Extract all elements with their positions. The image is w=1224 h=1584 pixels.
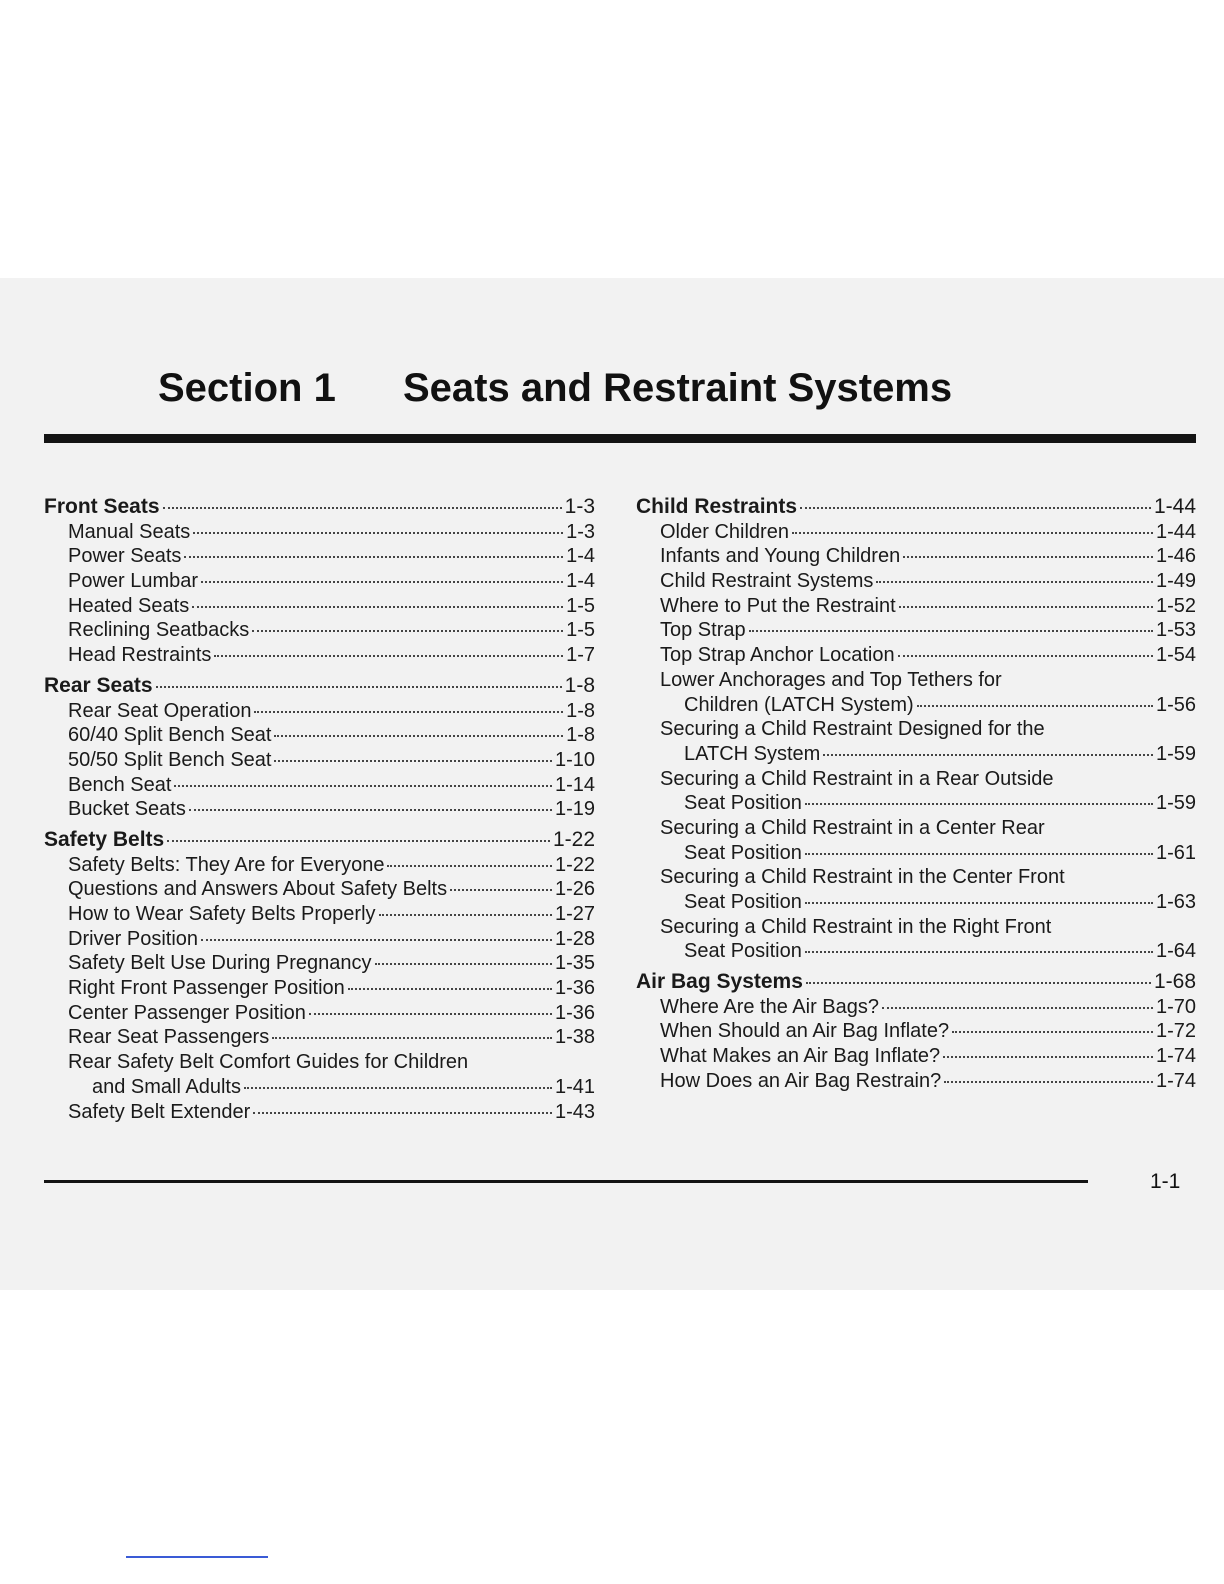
toc-entry-securing-right-front[interactable] (636, 939, 1196, 964)
toc-label: Older Children (660, 520, 789, 543)
toc-page: 1-10 (554, 748, 595, 771)
toc-heading-safety-belts[interactable] (44, 828, 595, 853)
dot-leader (274, 760, 551, 762)
dot-leader (917, 705, 1153, 707)
dot-leader (174, 785, 552, 787)
dot-leader (898, 655, 1153, 657)
toc-entry-infants-young-children[interactable] (636, 544, 1196, 569)
toc-entry-child-restraint-systems[interactable] (636, 569, 1196, 594)
toc-label: Heated Seats (68, 594, 190, 617)
dot-leader (944, 1081, 1153, 1083)
toc-label: Seat Position (684, 792, 802, 815)
toc-label: Top Strap Anchor Location (660, 644, 895, 667)
toc-label: Reclining Seatbacks (68, 619, 250, 642)
toc-entry-rear-seat-passengers[interactable] (44, 1025, 595, 1050)
toc-page: 1-41 (554, 1075, 595, 1098)
dot-leader (805, 951, 1153, 953)
toc-page: 1-22 (554, 853, 595, 876)
dot-leader (274, 735, 563, 737)
toc-label: Power Lumbar (68, 570, 199, 593)
toc-heading-front-seats[interactable] (44, 495, 595, 520)
dot-leader (387, 865, 552, 867)
dot-leader (375, 963, 552, 965)
toc-label: Safety Belt Use During Pregnancy (68, 952, 372, 975)
toc-label: and Small Adults (92, 1075, 241, 1098)
toc-entry-securing-latch[interactable] (636, 742, 1196, 767)
dot-leader (876, 581, 1153, 583)
toc-page: 1-19 (554, 798, 595, 821)
toc-label: Infants and Young Children (660, 545, 901, 568)
toc-label: Rear Seat Operation (68, 699, 252, 722)
dot-leader (189, 809, 552, 811)
toc-entry-pregnancy[interactable] (44, 951, 595, 976)
dot-leader (167, 840, 550, 842)
toc-page: 1-70 (1155, 995, 1196, 1018)
toc-label: Front Seats (44, 495, 160, 518)
toc-page: 1-4 (566, 545, 595, 568)
toc-label: Manual Seats (68, 520, 191, 543)
dot-leader (201, 939, 552, 941)
toc-entry-60-40-split-bench-seat[interactable] (44, 723, 595, 748)
toc-page: 1-68 (1153, 970, 1196, 994)
dot-leader (214, 655, 563, 657)
toc-heading-rear-seats[interactable] (44, 674, 595, 699)
toc-entry-50-50-split-bench-seat[interactable] (44, 748, 595, 773)
toc-heading-air-bag-systems[interactable] (636, 970, 1196, 995)
toc-entry-what-makes-inflate[interactable] (636, 1044, 1196, 1069)
toc-entry-heated-seats[interactable] (44, 594, 595, 619)
toc-page: 1-61 (1155, 841, 1196, 864)
section-title: Seats and Restraint Systems (403, 366, 953, 410)
toc-page: 1-22 (552, 827, 595, 851)
toc-entry-how-to-wear[interactable] (44, 902, 595, 927)
toc-page: 1-14 (554, 773, 595, 796)
dot-leader (163, 507, 562, 509)
toc-entry-where-air-bags[interactable] (636, 995, 1196, 1020)
dot-leader (800, 507, 1151, 509)
toc-label: 50/50 Split Bench Seat (68, 748, 272, 771)
toc-label: Children (LATCH System) (684, 693, 914, 716)
toc-label: Where Are the Air Bags? (660, 995, 880, 1018)
dot-leader (348, 988, 552, 990)
toc-page: 1-49 (1155, 570, 1196, 593)
dot-leader (272, 1037, 552, 1039)
dot-leader (899, 606, 1153, 608)
toc-page: 1-38 (554, 1026, 595, 1049)
toc-label: Rear Seat Passengers (68, 1026, 270, 1049)
toc-label: LATCH System (684, 742, 821, 765)
toc-entry-belts-for-everyone[interactable] (44, 853, 595, 878)
toc-entry-securing-center-front-line1[interactable]: Securing a Child Restraint in the Center Front (660, 866, 1065, 889)
dot-leader (806, 982, 1151, 984)
toc-label: Seat Position (684, 940, 802, 963)
dot-leader (823, 754, 1153, 756)
toc-label: Seat Position (684, 841, 802, 864)
toc-page: 1-44 (1155, 520, 1196, 543)
section-label: Section 1 (158, 366, 336, 410)
toc-label: What Makes an Air Bag Inflate? (660, 1045, 941, 1068)
toc-page: 1-46 (1155, 545, 1196, 568)
toc-page: 1-36 (554, 977, 595, 1000)
toc-label: How to Wear Safety Belts Properly (68, 903, 376, 925)
page-number: 1-1 (1150, 1170, 1181, 1193)
toc-page: 1-59 (1155, 792, 1196, 815)
toc-left-column (44, 495, 595, 1124)
toc-page: 1-7 (566, 644, 595, 667)
toc-label: Where to Put the Restraint (660, 594, 896, 617)
dot-leader (253, 1112, 552, 1114)
toc-page: 1-8 (566, 699, 595, 722)
dot-leader (943, 1056, 1153, 1058)
toc-entry-comfort-guides-line1[interactable]: Rear Safety Belt Comfort Guides for Children (68, 1051, 469, 1074)
toc-entry-securing-rear-outside[interactable] (636, 791, 1196, 816)
toc-page: 1-59 (1155, 742, 1196, 765)
toc-entry-right-front-passenger[interactable] (44, 976, 595, 1001)
toc-entry-belt-extender[interactable] (44, 1100, 595, 1125)
footer-rule (44, 1180, 1088, 1183)
dot-leader (379, 914, 552, 916)
toc-page: 1-63 (1155, 891, 1196, 913)
dot-leader (184, 556, 563, 558)
toc-label: Bench Seat (68, 773, 172, 796)
toc-page: 1-64 (1155, 940, 1196, 963)
dot-leader (244, 1087, 552, 1089)
toc-entry-when-inflate[interactable] (636, 1019, 1196, 1044)
title-rule (44, 434, 1196, 443)
dot-leader (252, 630, 563, 632)
toc-label: 60/40 Split Bench Seat (68, 724, 272, 747)
toc-label: Center Passenger Position (68, 1001, 306, 1024)
toc-entry-bench-seat[interactable] (44, 773, 595, 798)
toc-page: 1-8 (566, 724, 595, 747)
toc-page: 1-52 (1155, 594, 1196, 617)
toc-label: Safety Belts: They Are for Everyone (68, 853, 385, 876)
toc-entry-power-seats[interactable] (44, 544, 595, 569)
toc-heading-child-restraints[interactable] (636, 495, 1196, 520)
toc-entry-head-restraints[interactable] (44, 643, 595, 668)
toc-entry-driver-position[interactable] (44, 927, 595, 952)
dot-leader (192, 606, 563, 608)
toc-label: Bucket Seats (68, 798, 186, 821)
toc-page: 1-56 (1155, 693, 1196, 716)
toc-entry-securing-center-rear[interactable] (636, 841, 1196, 866)
dot-leader (309, 1013, 552, 1015)
toc-entry-older-children[interactable] (636, 520, 1196, 545)
toc-entry-top-strap-anchor[interactable] (636, 643, 1196, 668)
dot-leader (193, 532, 563, 534)
toc-page: 1-54 (1155, 644, 1196, 667)
toc-entry-latch-line1[interactable]: Lower Anchorages and Top Tethers for (660, 668, 1002, 691)
toc-page: 1-27 (554, 903, 595, 925)
dot-leader (749, 630, 1153, 632)
toc-page: 1-74 (1155, 1045, 1196, 1068)
toc-entry-securing-right-front-line1[interactable]: Securing a Child Restraint in the Right Front (660, 915, 1052, 938)
toc-page: 1-8 (564, 673, 595, 697)
dot-leader (903, 556, 1153, 558)
dot-leader (805, 853, 1153, 855)
link-underline[interactable] (126, 1556, 268, 1558)
dot-leader (882, 1007, 1153, 1009)
dot-leader (952, 1031, 1153, 1033)
toc-label: Power Seats (68, 545, 182, 568)
toc-entry-manual-seats[interactable] (44, 520, 595, 545)
toc-page: 1-44 (1153, 495, 1196, 518)
toc-label: Driver Position (68, 927, 199, 950)
toc-page: 1-43 (554, 1100, 595, 1123)
toc-entry-rear-seat-operation[interactable] (44, 699, 595, 724)
toc-label: Questions and Answers About Safety Belts (68, 878, 448, 901)
toc-entry-questions-answers[interactable] (44, 877, 595, 902)
toc-entry-how-restrain[interactable] (636, 1069, 1196, 1094)
dot-leader (792, 532, 1153, 534)
toc-page: 1-36 (554, 1001, 595, 1024)
toc-label: Air Bag Systems (636, 970, 803, 994)
dot-leader (201, 581, 563, 583)
dot-leader (805, 902, 1153, 904)
dot-leader (450, 889, 552, 891)
toc-label: Safety Belt Extender (68, 1100, 251, 1123)
toc-page: 1-72 (1155, 1020, 1196, 1043)
toc-label: Child Restraints (636, 495, 798, 518)
toc-entry-bucket-seats[interactable] (44, 797, 595, 822)
toc-page: 1-5 (566, 619, 595, 642)
toc-page: 1-28 (554, 927, 595, 950)
toc-entry-where-to-put[interactable] (636, 594, 1196, 619)
toc-page: 1-4 (566, 570, 595, 593)
toc-entry-power-lumbar[interactable] (44, 569, 595, 594)
toc-label: Safety Belts (44, 827, 165, 851)
toc-page: 1-3 (566, 520, 595, 543)
toc-label: When Should an Air Bag Inflate? (660, 1020, 950, 1043)
toc-entry-securing-center-front[interactable] (636, 890, 1196, 915)
toc-entry-securing-rear-outside-line1[interactable]: Securing a Child Restraint in a Rear Outside (660, 767, 1054, 790)
toc-label: Head Restraints (68, 644, 212, 667)
toc-label: Top Strap (660, 619, 746, 642)
toc-label: Seat Position (684, 891, 802, 913)
toc-page: 1-26 (554, 878, 595, 901)
toc-entry-comfort-guides[interactable] (44, 1075, 595, 1100)
toc-entry-top-strap[interactable] (636, 618, 1196, 643)
toc-page: 1-35 (554, 952, 595, 975)
toc-page: 1-74 (1155, 1069, 1196, 1092)
dot-leader (156, 686, 562, 688)
page-title (158, 366, 952, 418)
toc-label: Rear Seats (44, 673, 153, 697)
toc-entry-securing-latch-line1[interactable]: Securing a Child Restraint Designed for the (660, 718, 1045, 741)
toc-entry-latch[interactable] (636, 693, 1196, 718)
toc-label: Child Restraint Systems (660, 570, 874, 593)
toc-label: How Does an Air Bag Restrain? (660, 1069, 942, 1092)
dot-leader (805, 803, 1153, 805)
toc-page: 1-3 (564, 495, 595, 518)
dot-leader (254, 711, 563, 713)
toc-right-column (636, 495, 1196, 1094)
toc-label: Right Front Passenger Position (68, 977, 345, 1000)
toc-page: 1-5 (566, 594, 595, 617)
toc-page: 1-53 (1155, 619, 1196, 642)
toc-entry-securing-center-rear-line1[interactable]: Securing a Child Restraint in a Center Rear (660, 816, 1045, 839)
toc-entry-center-passenger[interactable] (44, 1001, 595, 1026)
toc-entry-reclining-seatbacks[interactable] (44, 618, 595, 643)
